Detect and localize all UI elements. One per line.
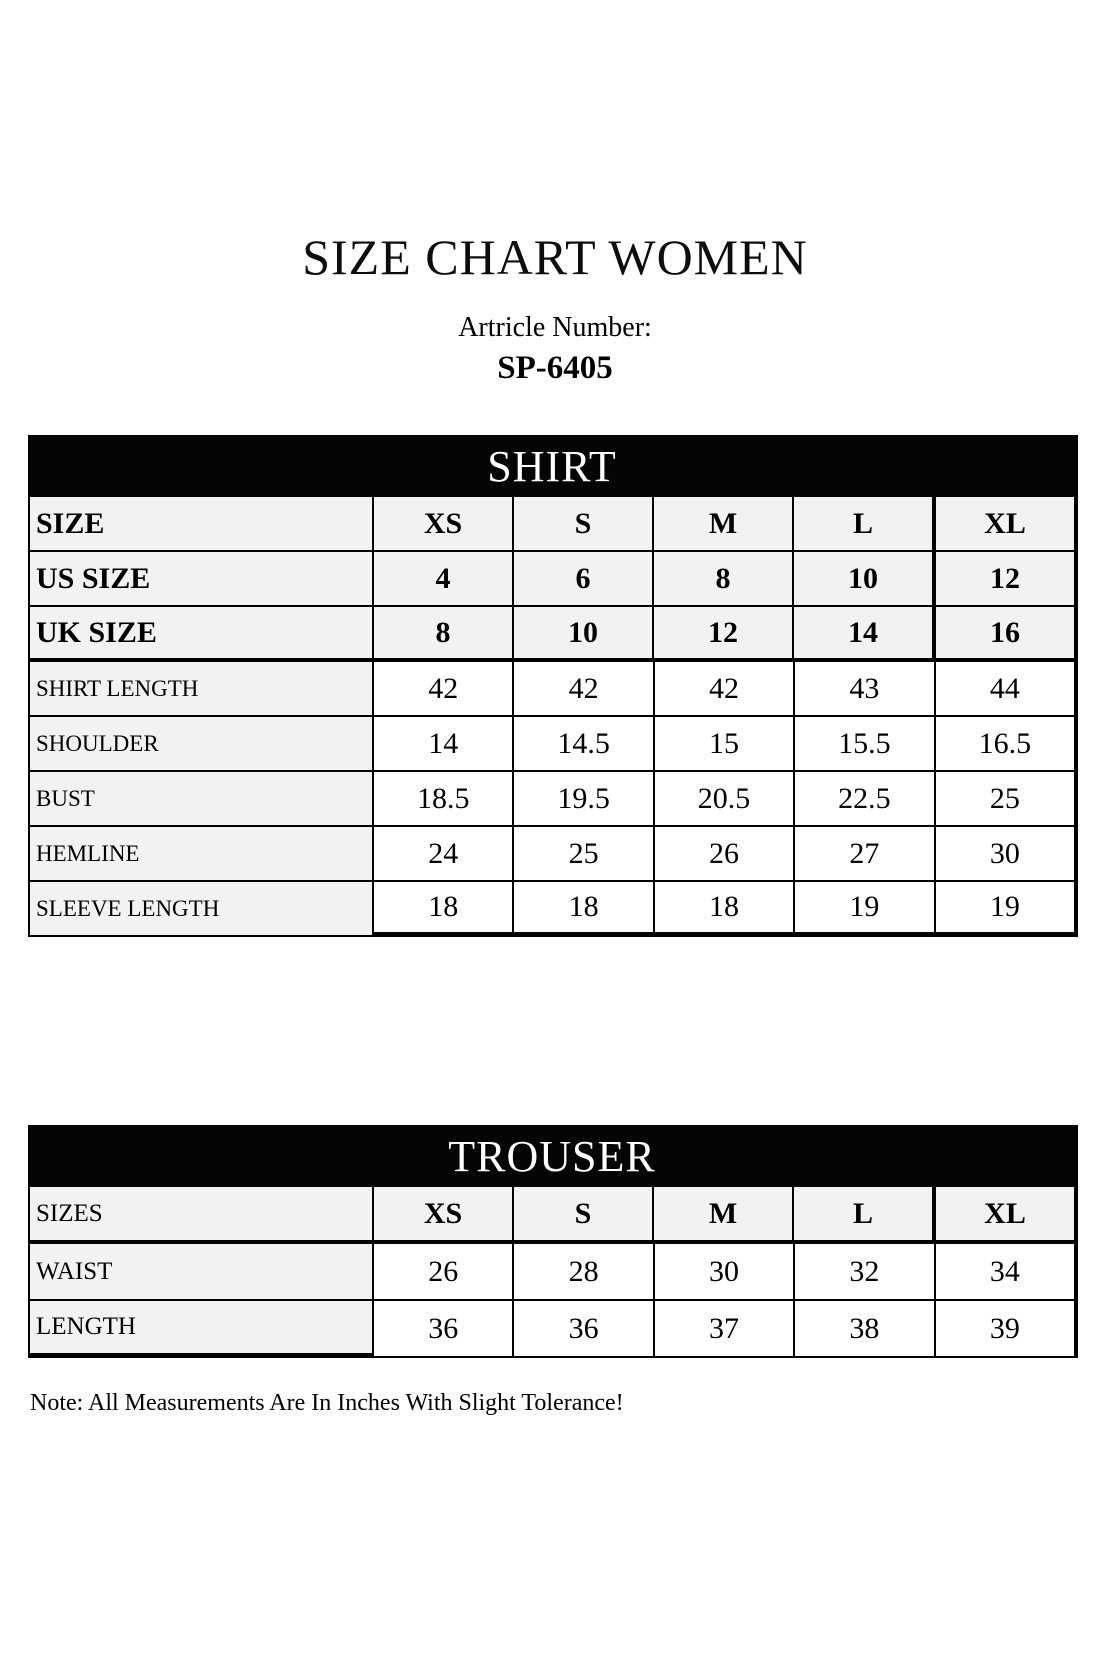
shirt-shoulder-m: 15: [655, 717, 795, 772]
shirt-bust-s: 19.5: [514, 772, 654, 827]
shirt-row-label-us-size: US SIZE: [30, 552, 374, 607]
shirt-us-size-m: 8: [654, 552, 794, 607]
trouser-waist-l: 32: [795, 1244, 935, 1301]
shirt-shoulder-l: 15.5: [795, 717, 935, 772]
shirt-row-shoulder: [30, 717, 1074, 772]
trouser-length-xs: 36: [374, 1301, 514, 1358]
shirt-hemline-l: 27: [795, 827, 935, 882]
trouser-sizes-s: S: [514, 1187, 654, 1244]
trouser-sizes-xl: XL: [936, 1187, 1074, 1244]
shirt-row-bust: [30, 772, 1074, 827]
shirt-size-table: [28, 435, 1078, 937]
trouser-row-label-sizes: SIZES: [30, 1187, 374, 1244]
shirt-uk-size-s: 10: [514, 607, 654, 662]
page-title: SIZE CHART WOMEN: [302, 229, 808, 285]
measurement-note: Note: All Measurements Are In Inches With Slight Tolerance!: [30, 1390, 624, 1416]
shirt-hemline-s: 25: [514, 827, 654, 882]
shirt-sleeve-length-xs: 18: [374, 882, 514, 937]
shirt-sleeve-length-m: 18: [655, 882, 795, 937]
shirt-row-label-shirt-length: SHIRT LENGTH: [30, 662, 374, 717]
shirt-sleeve-length-l: 19: [795, 882, 935, 937]
shirt-bust-xl: 25: [936, 772, 1074, 827]
trouser-table-title: TROUSER: [30, 1125, 1074, 1187]
shirt-us-size-s: 6: [514, 552, 654, 607]
shirt-row-label-sleeve-length: SLEEVE LENGTH: [30, 882, 374, 937]
shirt-shirt-length-xl: 44: [936, 662, 1074, 717]
trouser-row-sizes: [30, 1187, 1074, 1244]
trouser-row-length: [30, 1301, 1074, 1358]
shirt-shirt-length-s: 42: [514, 662, 654, 717]
trouser-table-rows: [30, 1187, 1074, 1358]
trouser-waist-m: 30: [655, 1244, 795, 1301]
shirt-table-title: SHIRT: [30, 435, 1074, 497]
shirt-table-rows: [30, 497, 1074, 937]
shirt-bust-l: 22.5: [795, 772, 935, 827]
shirt-size-xl: XL: [936, 497, 1074, 552]
shirt-shoulder-xl: 16.5: [936, 717, 1074, 772]
shirt-row-size: [30, 497, 1074, 552]
shirt-us-size-l: 10: [794, 552, 936, 607]
shirt-row-sleeve-length: [30, 882, 1074, 937]
shirt-hemline-m: 26: [655, 827, 795, 882]
shirt-size-l: L: [794, 497, 936, 552]
shirt-uk-size-l: 14: [794, 607, 936, 662]
shirt-shirt-length-xs: 42: [374, 662, 514, 717]
shirt-row-hemline: [30, 827, 1074, 882]
shirt-hemline-xl: 30: [936, 827, 1074, 882]
shirt-uk-size-xs: 8: [374, 607, 514, 662]
shirt-bust-xs: 18.5: [374, 772, 514, 827]
shirt-row-us-size: [30, 552, 1074, 607]
shirt-sleeve-length-xl: 19: [936, 882, 1074, 937]
shirt-sleeve-length-s: 18: [514, 882, 654, 937]
article-number-label: Artricle Number:: [458, 312, 652, 343]
shirt-row-label-uk-size: UK SIZE: [30, 607, 374, 662]
shirt-size-m: M: [654, 497, 794, 552]
shirt-uk-size-m: 12: [654, 607, 794, 662]
trouser-waist-s: 28: [514, 1244, 654, 1301]
trouser-sizes-l: L: [794, 1187, 936, 1244]
trouser-row-label-length: LENGTH: [30, 1301, 374, 1358]
shirt-size-s: S: [514, 497, 654, 552]
shirt-bust-m: 20.5: [655, 772, 795, 827]
trouser-length-m: 37: [655, 1301, 795, 1358]
trouser-length-s: 36: [514, 1301, 654, 1358]
trouser-row-waist: [30, 1244, 1074, 1301]
shirt-row-uk-size: [30, 607, 1074, 662]
shirt-row-label-shoulder: SHOULDER: [30, 717, 374, 772]
trouser-length-xl: 39: [936, 1301, 1074, 1358]
shirt-size-xs: XS: [374, 497, 514, 552]
shirt-shoulder-s: 14.5: [514, 717, 654, 772]
shirt-row-label-bust: BUST: [30, 772, 374, 827]
trouser-waist-xs: 26: [374, 1244, 514, 1301]
shirt-shirt-length-l: 43: [795, 662, 935, 717]
shirt-shoulder-xs: 14: [374, 717, 514, 772]
shirt-shirt-length-m: 42: [655, 662, 795, 717]
trouser-size-table: [28, 1125, 1078, 1358]
shirt-uk-size-xl: 16: [936, 607, 1074, 662]
trouser-row-label-waist: WAIST: [30, 1244, 374, 1301]
shirt-us-size-xs: 4: [374, 552, 514, 607]
shirt-row-label-size: SIZE: [30, 497, 374, 552]
shirt-us-size-xl: 12: [936, 552, 1074, 607]
trouser-sizes-m: M: [654, 1187, 794, 1244]
shirt-hemline-xs: 24: [374, 827, 514, 882]
trouser-waist-xl: 34: [936, 1244, 1074, 1301]
article-number-value: SP-6405: [497, 350, 613, 386]
trouser-sizes-xs: XS: [374, 1187, 514, 1244]
shirt-row-shirt-length: [30, 662, 1074, 717]
shirt-row-label-hemline: HEMLINE: [30, 827, 374, 882]
trouser-length-l: 38: [795, 1301, 935, 1358]
